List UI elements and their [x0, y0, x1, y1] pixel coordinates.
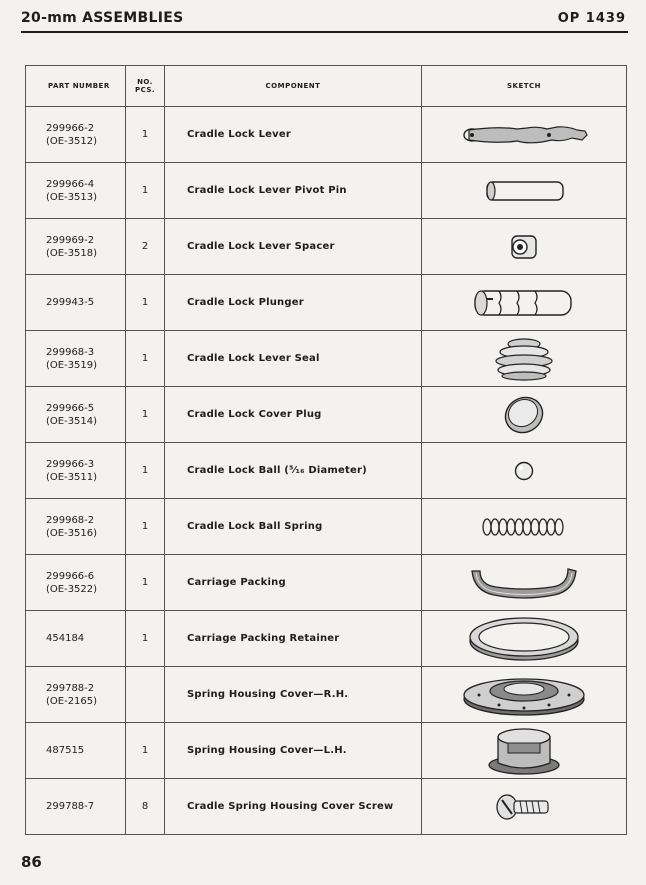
table-row — [26, 499, 627, 555]
col-header-component: COMPONENT — [165, 66, 422, 107]
pcs-cell: 1 — [126, 331, 165, 387]
part-number: 454184 — [46, 633, 85, 644]
col-header-part-number: PART NUMBER — [26, 66, 126, 107]
table-row — [26, 275, 627, 331]
sketch-cell — [422, 107, 627, 163]
component-cell: Cradle Lock Ball (⁵⁄₁₆ Diameter) — [165, 443, 422, 499]
part-number: 299966-2 — [46, 122, 95, 134]
component-cell: Cradle Lock Plunger — [165, 275, 422, 331]
part-number-cell — [26, 611, 126, 667]
pcs-cell: 1 — [126, 163, 165, 219]
sketch-cell — [422, 779, 627, 835]
alt-part-number: (OE-3513) — [46, 191, 98, 203]
part-number-cell — [26, 219, 126, 275]
ball-icon — [512, 459, 536, 483]
lever-icon — [457, 120, 592, 150]
part-number-cell — [26, 443, 126, 499]
part-number-cell — [26, 667, 126, 723]
pcs-cell: 1 — [126, 611, 165, 667]
component-cell: Cradle Lock Ball Spring — [165, 499, 422, 555]
sketch-cell — [422, 499, 627, 555]
part-number-cell — [26, 275, 126, 331]
table-header-row — [26, 66, 627, 107]
pcs-cell: 1 — [126, 387, 165, 443]
pcs-cell: 1 — [126, 723, 165, 779]
plunger-icon — [469, 283, 579, 323]
sketch-cell — [422, 275, 627, 331]
component-cell: Spring Housing Cover—R.H. — [165, 667, 422, 723]
part-number-cell — [26, 499, 126, 555]
col-header-pcs — [126, 66, 165, 107]
part-number: 299968-3 — [46, 346, 95, 358]
sketch-cell — [422, 163, 627, 219]
parts-table — [25, 65, 627, 835]
alt-part-number: (OE-2165) — [46, 695, 98, 707]
table-row — [26, 331, 627, 387]
part-number: 299788-2 — [46, 682, 95, 694]
plug-icon — [499, 393, 549, 437]
part-number: 299968-2 — [46, 514, 95, 526]
sketch-cell — [422, 555, 627, 611]
alt-part-number: (OE-3518) — [46, 247, 98, 259]
header-rule — [21, 31, 628, 33]
col-header-pcs-line2: PCS. — [134, 86, 156, 94]
table-row — [26, 555, 627, 611]
table-row — [26, 163, 627, 219]
component-cell: Cradle Lock Lever Pivot Pin — [165, 163, 422, 219]
part-number-cell — [26, 723, 126, 779]
part-number: 299966-3 — [46, 458, 95, 470]
table-row — [26, 667, 627, 723]
alt-part-number: (OE-3514) — [46, 415, 98, 427]
pcs-cell: 2 — [126, 219, 165, 275]
pin-icon — [479, 178, 569, 204]
seal-icon — [489, 336, 559, 382]
table-row — [26, 387, 627, 443]
col-header-pcs-line1: NO. — [137, 78, 153, 86]
sketch-cell — [422, 667, 627, 723]
page-section-title: 20-mm ASSEMBLIES — [21, 10, 184, 26]
sketch-cell — [422, 331, 627, 387]
part-number-cell — [26, 163, 126, 219]
pcs-cell: 1 — [126, 275, 165, 331]
alt-part-number: (OE-3512) — [46, 135, 98, 147]
table-row — [26, 219, 627, 275]
spring-icon — [479, 515, 569, 539]
page-number: 86 — [21, 853, 42, 871]
part-number: 299966-4 — [46, 178, 95, 190]
col-header-sketch: SKETCH — [422, 66, 627, 107]
component-cell: Carriage Packing — [165, 555, 422, 611]
table-row — [26, 779, 627, 835]
housing-cover-rh-icon — [459, 671, 589, 719]
part-number: 299788-7 — [46, 801, 95, 812]
part-number-cell — [26, 555, 126, 611]
retainer-ring-icon — [464, 614, 584, 664]
sketch-cell — [422, 443, 627, 499]
table-row — [26, 443, 627, 499]
sketch-cell — [422, 219, 627, 275]
pcs-cell — [126, 667, 165, 723]
pcs-cell: 1 — [126, 443, 165, 499]
alt-part-number: (OE-3522) — [46, 583, 98, 595]
pcs-cell: 8 — [126, 779, 165, 835]
pcs-cell: 1 — [126, 499, 165, 555]
alt-part-number: (OE-3516) — [46, 527, 98, 539]
component-cell: Carriage Packing Retainer — [165, 611, 422, 667]
housing-cover-lh-icon — [484, 725, 564, 777]
component-cell: Spring Housing Cover—L.H. — [165, 723, 422, 779]
spacer-icon — [506, 232, 542, 262]
part-number-cell — [26, 331, 126, 387]
table-row — [26, 611, 627, 667]
component-cell: Cradle Lock Cover Plug — [165, 387, 422, 443]
component-cell: Cradle Lock Lever Spacer — [165, 219, 422, 275]
component-cell: Cradle Lock Lever Seal — [165, 331, 422, 387]
table-row — [26, 723, 627, 779]
part-number-cell — [26, 779, 126, 835]
part-number-cell — [26, 387, 126, 443]
pcs-cell: 1 — [126, 107, 165, 163]
table-row — [26, 107, 627, 163]
alt-part-number: (OE-3511) — [46, 471, 98, 483]
component-cell: Cradle Spring Housing Cover Screw — [165, 779, 422, 835]
part-number: 299943-5 — [46, 297, 95, 308]
alt-part-number: (OE-3519) — [46, 359, 98, 371]
part-number-cell — [26, 107, 126, 163]
page-code: OP 1439 — [557, 11, 626, 26]
packing-icon — [464, 561, 584, 605]
part-number: 299966-6 — [46, 570, 95, 582]
sketch-cell — [422, 387, 627, 443]
sketch-cell — [422, 611, 627, 667]
part-number: 487515 — [46, 745, 85, 756]
sketch-cell — [422, 723, 627, 779]
pcs-cell: 1 — [126, 555, 165, 611]
screw-icon — [494, 790, 554, 824]
part-number: 299966-5 — [46, 402, 95, 414]
component-cell: Cradle Lock Lever — [165, 107, 422, 163]
part-number: 299969-2 — [46, 234, 95, 246]
